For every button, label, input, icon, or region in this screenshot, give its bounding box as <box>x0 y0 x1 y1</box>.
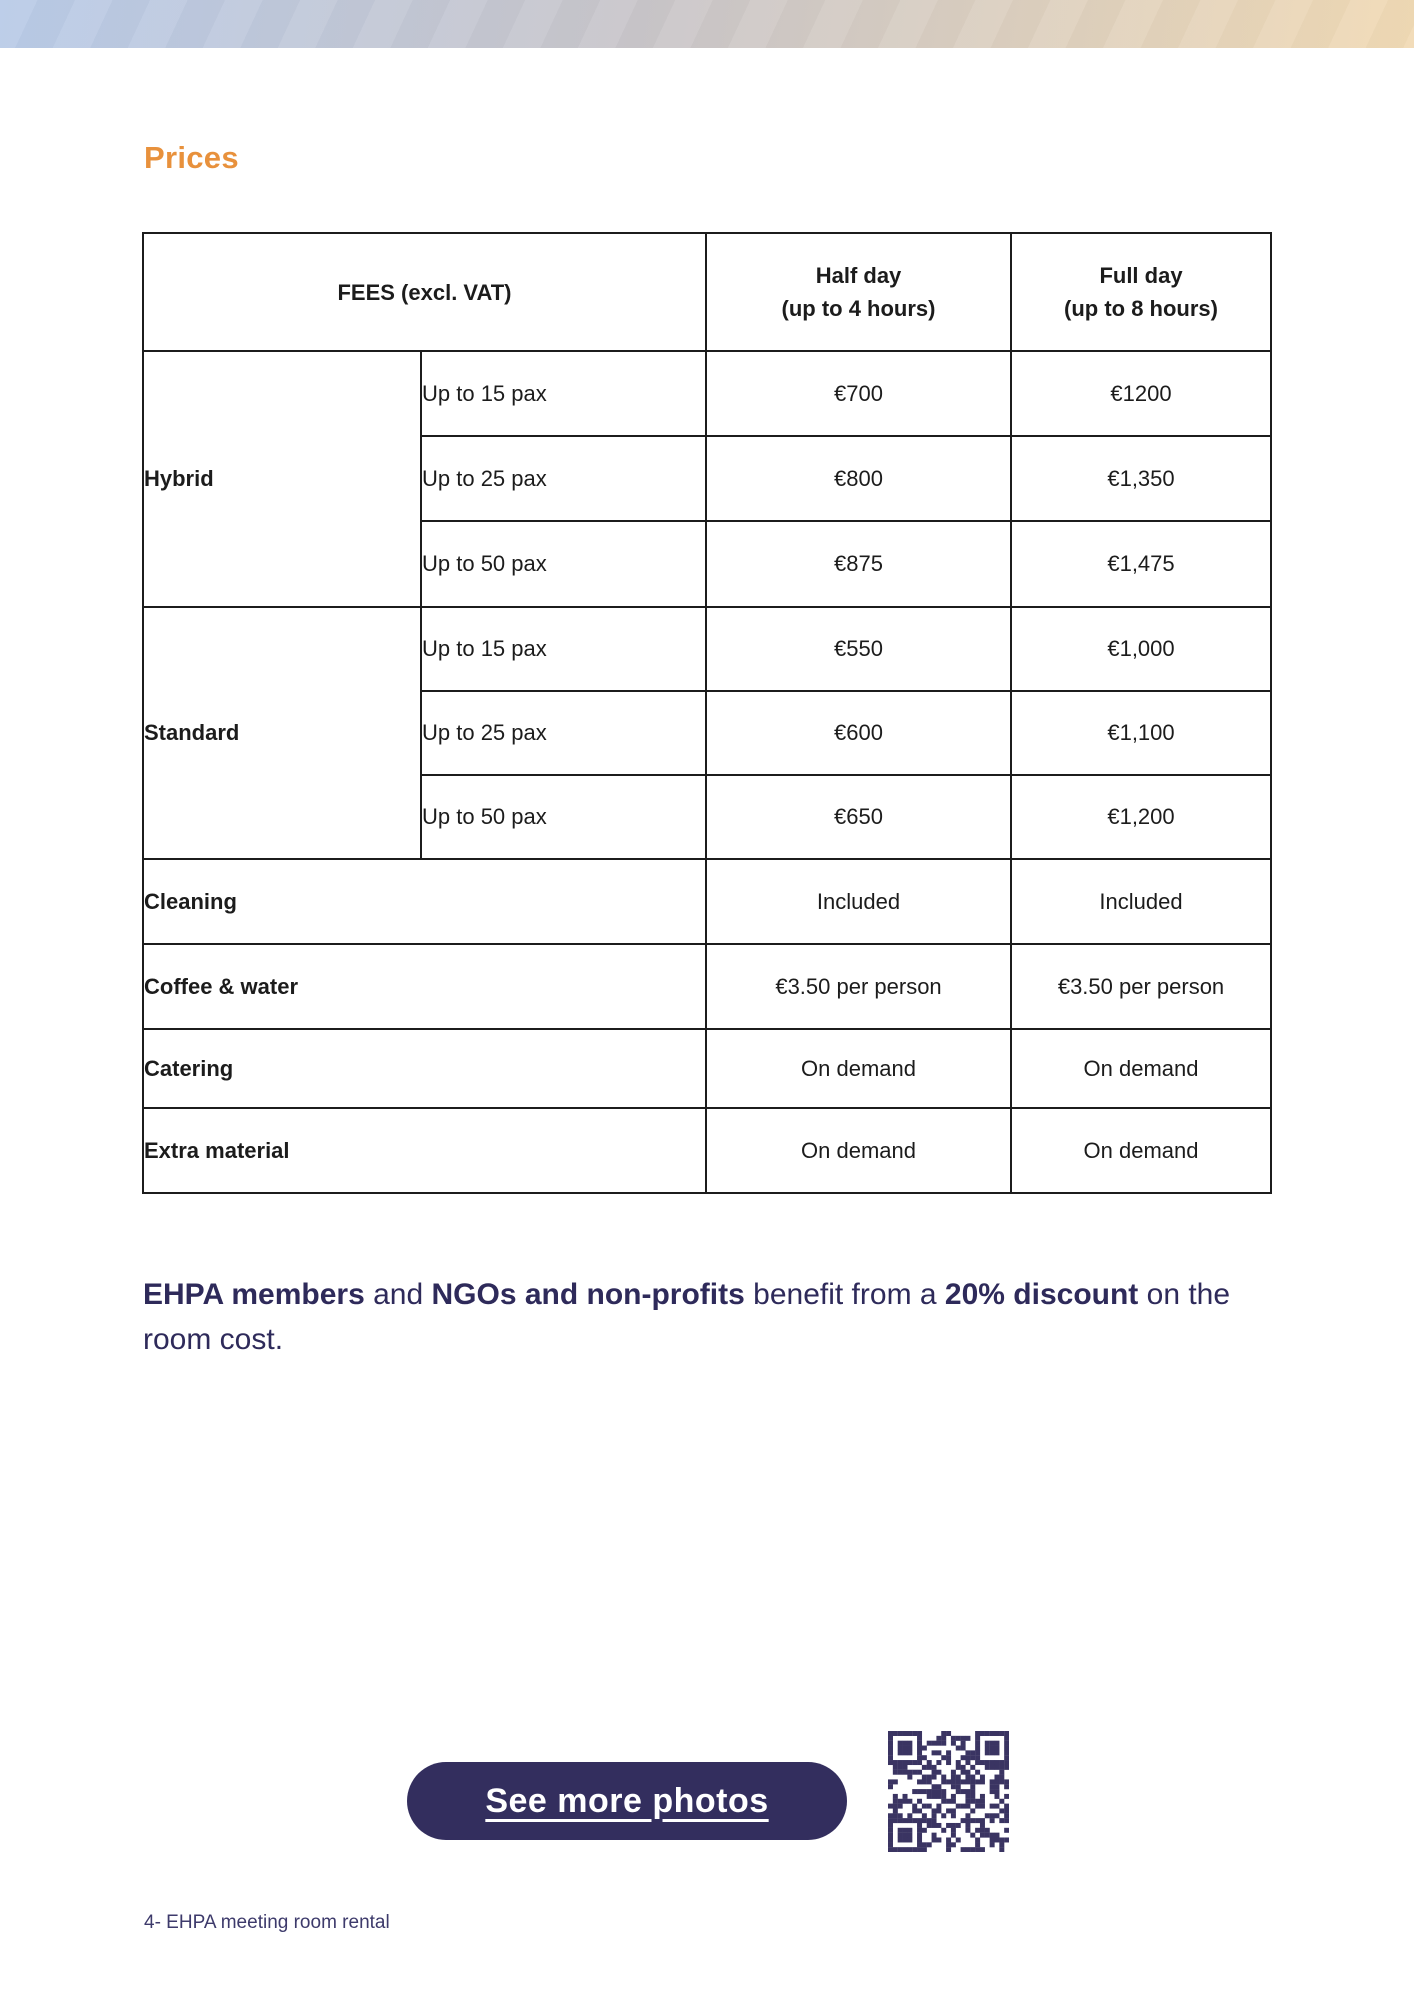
half-day-value-cell: €550 <box>706 607 1011 691</box>
half-day-value-cell: €800 <box>706 436 1011 521</box>
full-day-value-cell: €3.50 per person <box>1011 944 1271 1029</box>
table-row <box>143 607 1271 691</box>
see-more-photos-button[interactable] <box>407 1762 847 1840</box>
full-day-value-cell: Included <box>1011 859 1271 944</box>
table-header-row <box>143 233 1271 351</box>
extra-label-cell-extra-material: Extra material <box>143 1108 706 1193</box>
page-footer: 4- EHPA meeting room rental <box>144 1912 390 1933</box>
table-row <box>143 351 1271 436</box>
discount-note <box>143 1272 1278 1362</box>
note-plain-3: on the room cost. <box>143 1278 1231 1356</box>
section-label-cell-standard: Standard <box>143 607 421 859</box>
prices-table <box>142 232 1272 1194</box>
capacity-cell: Up to 15 pax <box>421 351 706 436</box>
full-day-line2: (up to 8 hours) <box>1064 296 1218 321</box>
extra-label-cell-cleaning: Cleaning <box>143 859 706 944</box>
extra-label-cell-coffee-water: Coffee & water <box>143 944 706 1029</box>
full-day-value-cell: On demand <box>1011 1029 1271 1108</box>
full-day-header-cell <box>1011 233 1271 351</box>
capacity-cell: Up to 15 pax <box>421 607 706 691</box>
table-row <box>143 859 1271 944</box>
full-day-line1: Full day <box>1099 263 1183 288</box>
half-day-value-cell: Included <box>706 859 1011 944</box>
half-day-header-cell <box>706 233 1011 351</box>
full-day-value-cell: €1,350 <box>1011 436 1271 521</box>
note-plain-1: and <box>364 1278 432 1311</box>
half-day-value-cell: €650 <box>706 775 1011 859</box>
half-day-line1: Half day <box>815 263 902 288</box>
half-day-value-cell: On demand <box>706 1108 1011 1193</box>
capacity-cell: Up to 25 pax <box>421 691 706 775</box>
half-day-value-cell: On demand <box>706 1029 1011 1108</box>
half-day-line2: (up to 4 hours) <box>781 296 936 321</box>
section-label-cell-hybrid: Hybrid <box>143 351 421 607</box>
note-bold-discount: 20% discount <box>944 1278 1139 1311</box>
note-bold-ehpa-members: EHPA members <box>143 1278 365 1311</box>
page-title: Prices <box>144 140 239 175</box>
half-day-value-cell: €875 <box>706 521 1011 607</box>
half-day-value-cell: €3.50 per person <box>706 944 1011 1029</box>
half-day-value-cell: €600 <box>706 691 1011 775</box>
full-day-value-cell: €1,475 <box>1011 521 1271 607</box>
capacity-cell: Up to 25 pax <box>421 436 706 521</box>
full-day-value-cell: €1,000 <box>1011 607 1271 691</box>
table-row <box>143 944 1271 1029</box>
table-row <box>143 1108 1271 1193</box>
table-row <box>143 1029 1271 1108</box>
capacity-cell: Up to 50 pax <box>421 775 706 859</box>
fees-header-cell: FEES (excl. VAT) <box>143 233 706 351</box>
note-plain-2: benefit from a <box>744 1278 945 1311</box>
note-bold-ngos: NGOs and non-profits <box>431 1278 745 1311</box>
header-gradient-bar <box>0 0 1414 48</box>
full-day-value-cell: €1200 <box>1011 351 1271 436</box>
capacity-cell: Up to 50 pax <box>421 521 706 607</box>
extra-label-cell-catering: Catering <box>143 1029 706 1108</box>
see-more-photos-label: See more photos <box>485 1781 769 1820</box>
full-day-value-cell: €1,200 <box>1011 775 1271 859</box>
full-day-value-cell: On demand <box>1011 1108 1271 1193</box>
full-day-value-cell: €1,100 <box>1011 691 1271 775</box>
qr-code <box>888 1731 1009 1852</box>
half-day-value-cell: €700 <box>706 351 1011 436</box>
